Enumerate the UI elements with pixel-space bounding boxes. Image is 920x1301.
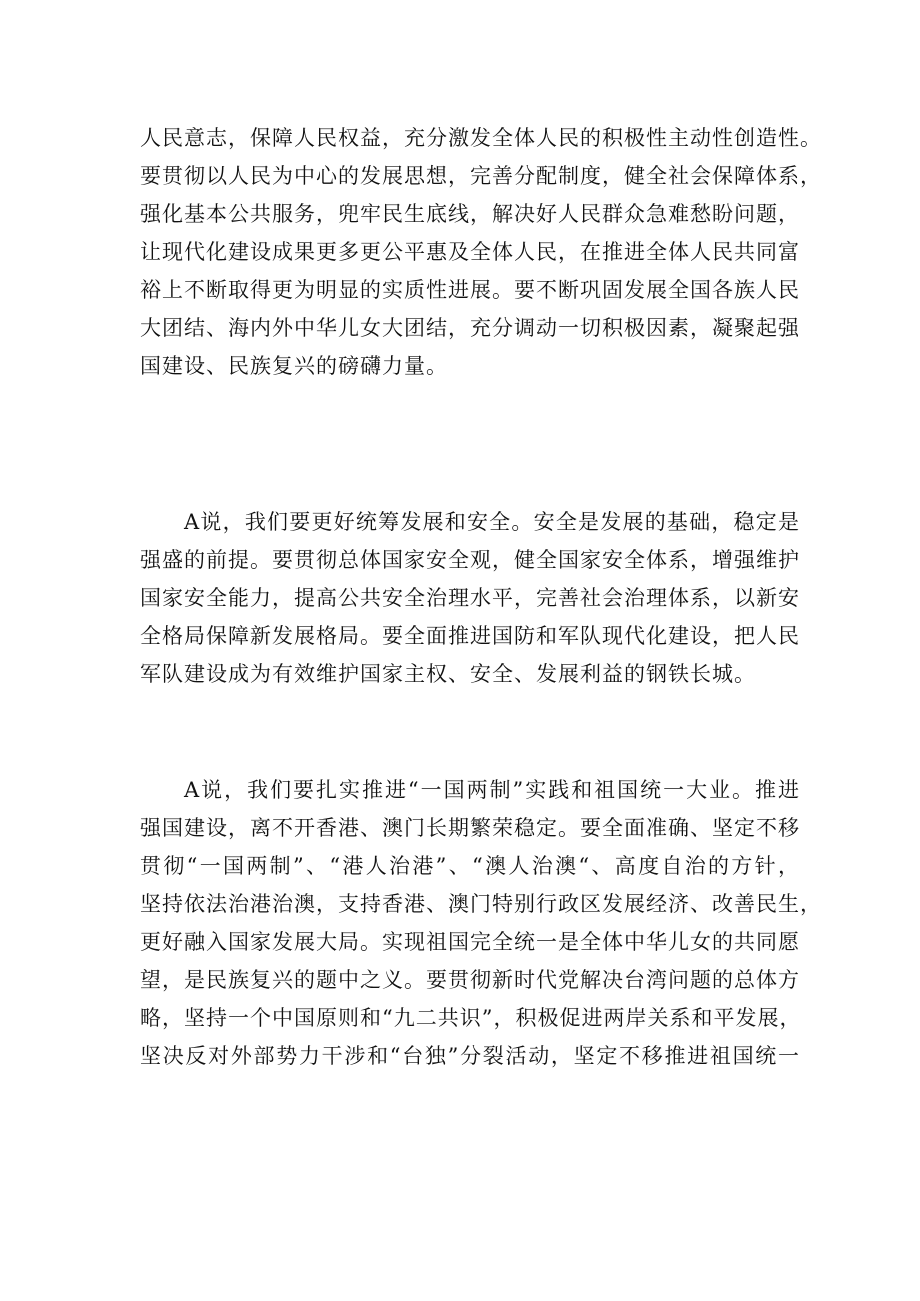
paragraph-line: 略，坚持一个中国原则和“九二共识”，积极促进两岸关系和平发展，	[140, 1006, 802, 1030]
paragraph-line: 强盛的前提。要贯彻总体国家安全观，健全国家安全体系，增强维护	[140, 548, 800, 572]
paragraph-line: 坚决反对外部势力干涉和“台独”分裂活动，坚定不移推进祖国统一	[140, 1044, 800, 1068]
paragraph-line: 军队建设成为有效维护国家主权、安全、发展利益的钢铁长城。	[140, 662, 756, 686]
paragraph-line: 全格局保障新发展格局。要全面推进国防和军队现代化建设，把人民	[140, 624, 800, 648]
paragraph-line: 让现代化建设成果更多更公平惠及全体人民，在推进全体人民共同富	[140, 240, 800, 264]
paragraph-line: 人民意志，保障人民权益，充分激发全体人民的积极性主动性创造性。	[140, 126, 822, 150]
paragraph-line: 贯彻“一国两制”、“港人治港”、“澳人治澳“、高度自治的方针，	[140, 854, 800, 878]
paragraph-2	[140, 503, 800, 693]
paragraph-line: 国家安全能力，提高公共安全治理水平，完善社会治理体系，以新安	[140, 586, 800, 610]
paragraph-1	[140, 119, 822, 385]
paragraph-line: 更好融入国家发展大局。实现祖国完全统一是全体中华儿女的共同愿	[140, 930, 800, 954]
paragraph-3	[140, 771, 822, 1075]
paragraph-line: 大团结、海内外中华儿女大团结，充分调动一切积极因素，凝聚起强	[140, 316, 800, 340]
paragraph-line: 要贯彻以人民为中心的发展思想，完善分配制度，健全社会保障体系，	[140, 164, 822, 188]
paragraph-line: 国建设、民族复兴的磅礴力量。	[140, 354, 448, 378]
paragraph-line: 望，是民族复兴的题中之义。要贯彻新时代党解决台湾问题的总体方	[140, 968, 800, 992]
paragraph-line: 裕上不断取得更为明显的实质性进展。要不断巩固发展全国各族人民	[140, 278, 800, 302]
paragraph-line: 坚持依法治港治澳，支持香港、澳门特别行政区发展经济、改善民生，	[140, 892, 822, 916]
paragraph-line: A说，我们要更好统筹发展和安全。安全是发展的基础，稳定是	[184, 510, 800, 534]
paragraph-line: 强国建设，离不开香港、澳门长期繁荣稳定。要全面准确、坚定不移	[140, 816, 800, 840]
paragraph-line: A说，我们要扎实推进“一国两制”实践和祖国统一大业。推进	[184, 778, 800, 802]
paragraph-line: 强化基本公共服务，兜牢民生底线，解决好人民群众急难愁盼问题，	[140, 202, 800, 226]
